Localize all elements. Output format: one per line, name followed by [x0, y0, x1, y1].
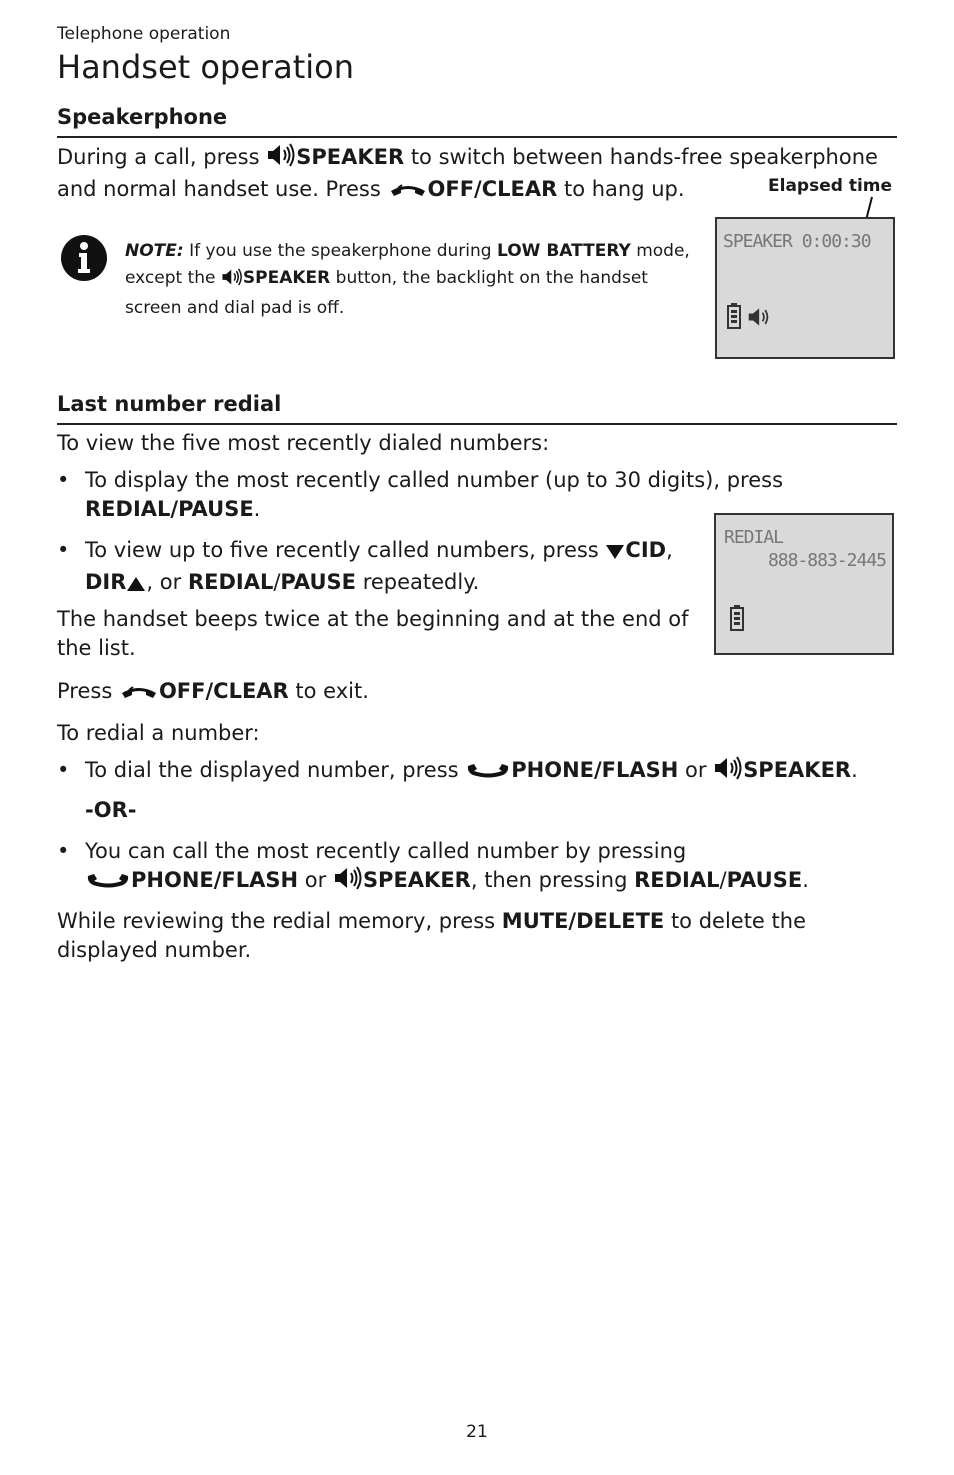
down-arrow-icon	[605, 539, 625, 568]
redial-lcd-screen	[714, 513, 894, 655]
info-icon	[60, 234, 108, 286]
off-phone-icon	[388, 178, 428, 207]
speaker-icon	[221, 268, 243, 295]
elapsed-time-callout: Elapsed time	[768, 176, 893, 196]
speakerphone-heading: Speakerphone	[57, 105, 228, 129]
list-item: • You can call the most recently called number by pressing PHONE/FLASH or SPEAKER, then pressing REDIAL/PAUSE.	[57, 837, 897, 898]
section-kicker: Telephone operation	[57, 24, 231, 44]
lcd-redial-line: REDIAL	[724, 527, 784, 548]
redial-heading: Last number redial	[57, 392, 282, 416]
speakerphone-paragraph: During a call, press SPEAKER to switch between hands-free speakerphone and normal handset use. Press OFF/CLEAR to hang up.	[57, 143, 897, 207]
speakerphone-rule	[57, 136, 897, 138]
speaker-icon	[333, 866, 363, 898]
to-redial-paragraph: To redial a number:	[57, 721, 260, 745]
battery-icon	[727, 303, 741, 333]
or-separator: -OR-	[85, 798, 137, 822]
page-number: 21	[466, 1422, 488, 1442]
page-title: Handset operation	[57, 48, 354, 86]
redial-rule	[57, 423, 897, 425]
lcd-number-line: 888-883-2445	[767, 550, 886, 571]
up-arrow-icon	[126, 571, 146, 600]
note-text: NOTE: If you use the speakerphone during LOW BATTERY mode, except the SPEAKER button, the backlight on the handset screen and dial pad is off.	[125, 241, 690, 318]
phone-icon	[85, 869, 131, 898]
speaker-icon	[713, 756, 743, 788]
battery-icon	[730, 605, 744, 635]
list-item: • To view up to five recently called numbers, press CID, DIR , or REDIAL/PAUSE repeatedly.	[57, 536, 697, 600]
phone-icon	[465, 759, 511, 788]
redial-intro: To view the five most recently dialed numbers:	[57, 431, 550, 455]
speaker-lcd-screen	[715, 217, 895, 359]
off-phone-icon	[119, 680, 159, 709]
list-item: • To dial the displayed number, press PHONE/FLASH or SPEAKER.	[57, 756, 897, 788]
speaker-icon	[266, 143, 296, 175]
press-off-paragraph: Press OFF/CLEAR to exit.	[57, 677, 897, 709]
beeps-paragraph: The handset beeps twice at the beginning and at the end of the list.	[57, 607, 689, 660]
redial-memory-paragraph: While reviewing the redial memory, press MUTE/DELETE to delete the displayed number.	[57, 909, 806, 962]
list-item: • To display the most recently called number (up to 30 digits), press REDIAL/PAUSE.	[57, 468, 784, 521]
lcd-speaker-line: SPEAKER 0:00:30	[723, 231, 871, 252]
speaker-icon	[747, 306, 773, 332]
